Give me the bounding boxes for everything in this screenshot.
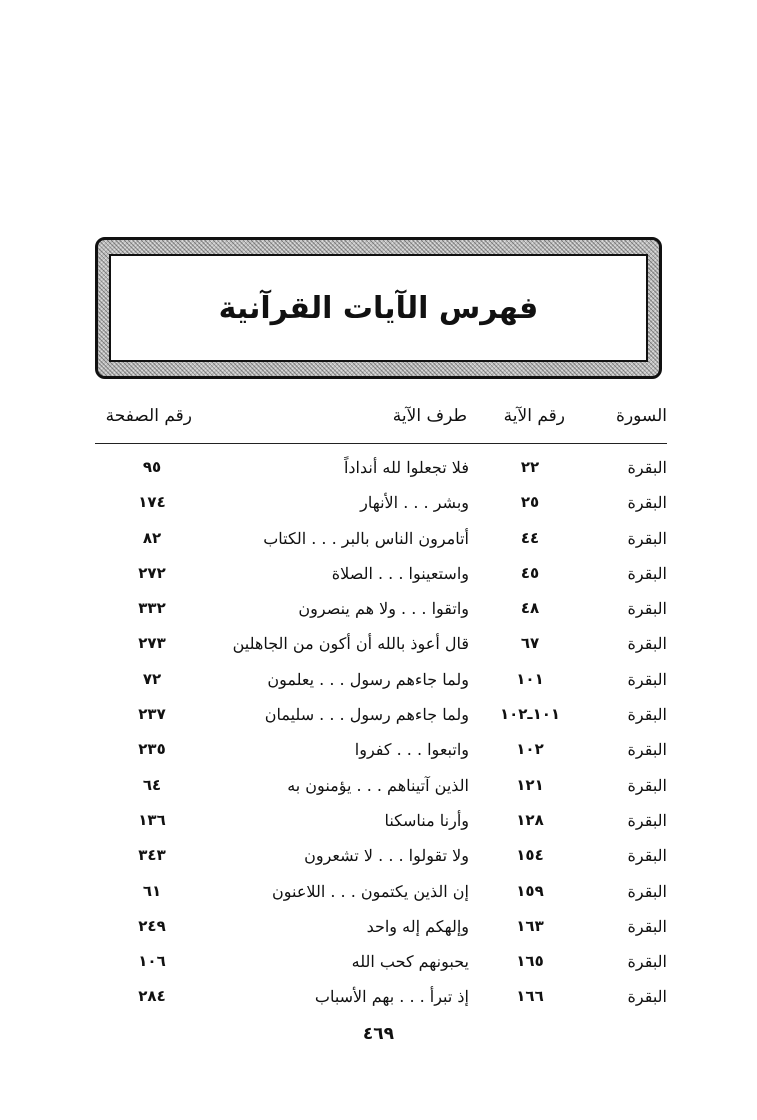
surah-cell: البقرة <box>627 775 667 795</box>
page-number-cell: ١٠٦ <box>138 952 166 971</box>
surah-cell: البقرة <box>627 705 667 725</box>
table-row <box>95 591 667 626</box>
surah-cell: البقرة <box>627 493 667 513</box>
surah-cell: البقرة <box>627 528 667 548</box>
table-row <box>95 556 667 591</box>
ayah-part-cell: أتامرون الناس بالبر . . . الكتاب <box>263 528 469 548</box>
surah-cell: البقرة <box>627 669 667 689</box>
table-row <box>95 450 667 485</box>
ayah-number-cell: ١٦٥ <box>516 952 544 971</box>
ayah-number-cell: ١٥٩ <box>516 881 544 900</box>
ayah-number-cell: ١٠١ <box>516 669 544 688</box>
surah-cell: البقرة <box>627 952 667 972</box>
ayah-number-cell: ٦٧ <box>520 634 540 653</box>
table-header <box>95 400 667 440</box>
page-number-cell: ٢٧٣ <box>138 634 166 653</box>
table-row <box>95 626 667 661</box>
table-row <box>95 874 667 909</box>
table-row <box>95 838 667 873</box>
ayah-part-cell: وبشر . . . الأنهار <box>360 493 469 513</box>
ayah-number-cell: ٢٥ <box>520 493 540 512</box>
header-page-number: رقم الصفحة <box>105 406 192 426</box>
ayah-number-cell: ١٥٤ <box>516 846 544 865</box>
page-number-cell: ٢٣٥ <box>138 740 166 759</box>
surah-cell: البقرة <box>627 987 667 1007</box>
ayah-number-cell: ١٠١ـ١٠٢ <box>499 705 561 724</box>
surah-cell: البقرة <box>627 599 667 619</box>
title-frame <box>95 237 662 379</box>
table-row <box>95 979 667 1014</box>
page-number-cell: ٦٤ <box>142 775 162 794</box>
header-ayah-part: طرف الآية <box>392 406 467 426</box>
ayah-number-cell: ٢٢ <box>520 458 540 476</box>
surah-cell: البقرة <box>627 846 667 866</box>
surah-cell: البقرة <box>627 916 667 936</box>
ayah-number-cell: ٤٤ <box>520 528 540 547</box>
table-row <box>95 768 667 803</box>
surah-cell: البقرة <box>627 740 667 760</box>
ayah-part-cell: إذ تبرأ . . . بهم الأسباب <box>314 987 469 1007</box>
table-row <box>95 909 667 944</box>
table-row <box>95 521 667 556</box>
page-number-cell: ٢٧٢ <box>138 563 166 582</box>
ayah-part-cell: يحبونهم كحب الله <box>351 952 469 972</box>
surah-cell: البقرة <box>627 881 667 901</box>
page-number-cell: ١٧٤ <box>138 493 166 512</box>
page-title: فهرس الآيات القرآنية <box>218 290 539 326</box>
table-row <box>95 803 667 838</box>
header-surah: السورة <box>616 406 667 426</box>
ayah-number-cell: ٤٥ <box>520 563 540 582</box>
ayah-part-cell: وإلهكم إله واحد <box>366 916 469 936</box>
ayah-part-cell: واتقوا . . . ولا هم ينصرون <box>298 599 469 619</box>
ayah-part-cell: ولما جاءهم رسول . . . يعلمون <box>267 669 469 689</box>
ayah-number-cell: ٤٨ <box>520 599 540 618</box>
table-row <box>95 944 667 979</box>
surah-cell: البقرة <box>627 563 667 583</box>
page-number-cell: ٢٤٩ <box>138 916 166 935</box>
index-table <box>95 450 667 1015</box>
surah-cell: البقرة <box>627 634 667 654</box>
ayah-number-cell: ١٢١ <box>516 775 544 794</box>
title-box <box>109 254 648 362</box>
ayah-part-cell: ولما جاءهم رسول . . . سليمان <box>264 705 469 725</box>
page-number-cell: ٩٥ <box>142 458 162 476</box>
page-number-cell: ٦١ <box>142 881 162 900</box>
page-number-cell: ٣٣٢ <box>138 599 166 618</box>
page-footer-number: ٤٦٩ <box>362 1024 395 1044</box>
ayah-part-cell: وأرنا مناسكنا <box>384 810 469 830</box>
table-row <box>95 732 667 767</box>
ayah-number-cell: ١٢٨ <box>516 810 544 829</box>
ayah-part-cell: فلا تجعلوا لله أنداداً <box>343 458 469 477</box>
page-number-cell: ٣٤٣ <box>138 846 166 865</box>
page-number-cell: ٨٢ <box>142 528 162 547</box>
ayah-part-cell: ولا تقولوا . . . لا تشعرون <box>304 846 469 866</box>
page-number-cell: ٧٢ <box>142 669 162 688</box>
surah-cell: البقرة <box>627 458 667 477</box>
surah-cell: البقرة <box>627 810 667 830</box>
ayah-part-cell: واستعينوا . . . الصلاة <box>331 563 469 583</box>
ayah-part-cell: الذين آتيناهم . . . يؤمنون به <box>287 775 469 795</box>
table-row <box>95 485 667 520</box>
page-number-cell: ١٣٦ <box>138 810 166 829</box>
ayah-part-cell: واتبعوا . . . كفروا <box>354 740 469 760</box>
ayah-number-cell: ١٦٦ <box>516 987 544 1006</box>
table-row <box>95 697 667 732</box>
page-number-cell: ٢٨٤ <box>138 987 166 1006</box>
ayah-number-cell: ١٦٣ <box>516 916 544 935</box>
ayah-number-cell: ١٠٢ <box>516 740 544 759</box>
ayah-part-cell: إن الذين يكتمون . . . اللاعنون <box>272 881 469 901</box>
header-ayah-number: رقم الآية <box>503 406 565 426</box>
page-number-cell: ٢٣٧ <box>138 705 166 724</box>
ayah-part-cell: قال أعوذ بالله أن أكون من الجاهلين <box>232 634 469 654</box>
header-divider <box>95 443 667 444</box>
table-row <box>95 662 667 697</box>
